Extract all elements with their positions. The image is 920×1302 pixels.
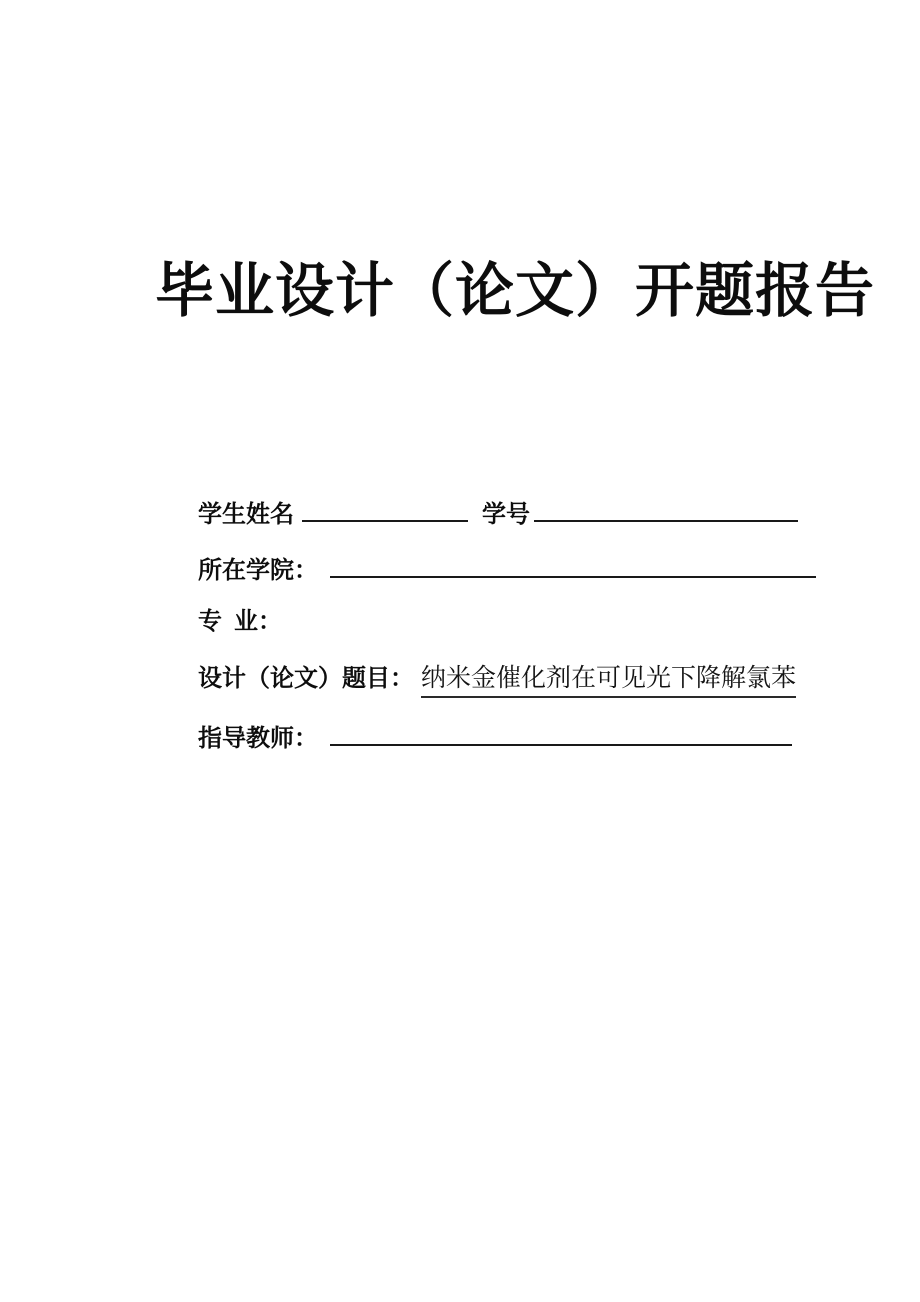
page-title: 毕业设计（论文）开题报告 (155, 258, 876, 324)
student-name-blank-line (302, 494, 468, 522)
student-id-label: 学号 (482, 502, 530, 528)
topic-label: 设计（论文）题目： (198, 666, 414, 692)
advisor-label: 指导教师： (198, 726, 318, 752)
college-blank-line (330, 550, 816, 578)
form-row-advisor (198, 718, 792, 756)
student-id-blank-line (534, 494, 798, 522)
form-row-college (198, 550, 816, 588)
form-row-topic (198, 662, 796, 698)
form-row-student (198, 494, 798, 532)
advisor-blank-line (330, 718, 792, 746)
topic-value-underlined: 纳米金催化剂在可见光下降解氯苯 (421, 662, 796, 698)
form-row-major (198, 606, 282, 639)
student-name-label: 学生姓名 (198, 502, 294, 528)
college-label: 所在学院： (198, 558, 318, 584)
major-label: 专 业： (198, 609, 282, 635)
